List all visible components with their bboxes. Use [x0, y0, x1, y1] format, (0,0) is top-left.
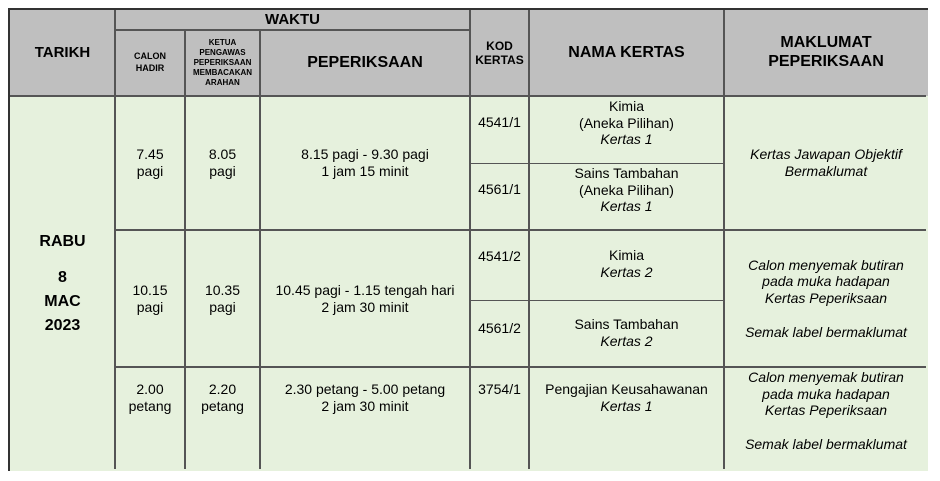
header-maklumat-line-1: MAKLUMAT — [780, 34, 872, 52]
paper-kertas: Kertas 1 — [600, 131, 653, 148]
grid-line — [470, 163, 724, 164]
maklumat-line: Kertas Peperiksaan — [764, 402, 888, 419]
grid-line — [469, 10, 471, 469]
calon-time: 2.00 — [136, 381, 164, 397]
session-3-maklumat — [724, 367, 928, 471]
ketua-time: 10.35 — [204, 281, 241, 298]
session-1-calon-hadir — [115, 96, 185, 230]
date-year: 2023 — [44, 316, 81, 334]
date-day: RABU — [39, 232, 86, 250]
maklumat-line: Calon menyemak butiran — [748, 369, 904, 385]
paper-4541-2-nama — [529, 230, 724, 300]
calon-period: pagi — [136, 163, 164, 179]
exam-time-range: 10.45 pagi - 1.15 tengah hari — [275, 281, 455, 298]
paper-4541-1-nama — [529, 96, 724, 163]
grid-line — [115, 229, 926, 231]
header-calon-line: CALON — [134, 51, 166, 62]
paper-kertas: Kertas 1 — [600, 198, 653, 215]
paper-4561-2-nama — [529, 300, 724, 367]
header-ketua-line-3: PEPERIKSAAN — [193, 58, 252, 67]
session-1-peperiksaan — [260, 96, 470, 230]
grid-line — [723, 10, 725, 469]
grid-line — [10, 95, 926, 97]
header-nama-kertas: NAMA KERTAS — [529, 10, 724, 96]
header-maklumat-line-2: PEPERIKSAAN — [768, 53, 884, 70]
maklumat-line: Kertas Peperiksaan — [764, 290, 888, 306]
header-ketua-line-5: ARAHAN — [205, 78, 240, 87]
header-hadir-line: HADIR — [135, 63, 165, 73]
header-ketua-line-1: KETUA — [208, 38, 237, 47]
grid-line — [470, 300, 724, 301]
date-cell — [10, 96, 115, 471]
paper-name-sub: (Aneka Pilihan) — [579, 181, 674, 198]
header-ketua-line-2: PENGAWAS — [199, 48, 246, 57]
header-kod-kertas — [470, 10, 529, 96]
session-2-calon-hadir — [115, 230, 185, 367]
exam-schedule-table — [8, 8, 928, 471]
paper-name: Kimia — [608, 98, 644, 114]
header-calon-hadir — [115, 30, 185, 96]
ketua-period: pagi — [209, 298, 236, 315]
maklumat-line: Kertas Jawapan Objektif — [750, 146, 902, 162]
maklumat-line: Semak label bermaklumat — [745, 323, 907, 340]
paper-4561-1-nama — [529, 163, 724, 230]
header-ketua-pengawas — [185, 30, 260, 96]
paper-3754-1-kod: 3754/1 — [470, 367, 529, 471]
paper-3754-1-nama — [529, 367, 724, 471]
grid-line — [115, 29, 470, 31]
session-1-ketua — [185, 96, 260, 230]
paper-4561-1-kod: 4561/1 — [470, 163, 529, 230]
maklumat-line: pada muka hadapan — [762, 273, 890, 290]
session-2-peperiksaan — [260, 230, 470, 367]
header-ketua-line-4: MEMBACAKAN — [192, 68, 253, 77]
exam-time-range: 2.30 petang - 5.00 petang — [284, 381, 446, 397]
paper-4541-1-kod: 4541/1 — [470, 96, 529, 163]
paper-kertas: Kertas 2 — [600, 332, 653, 349]
paper-kertas: Kertas 1 — [600, 397, 653, 414]
maklumat-line: Bermaklumat — [784, 162, 868, 179]
session-2-ketua — [185, 230, 260, 367]
session-3-peperiksaan — [260, 367, 470, 471]
paper-name-sub: (Aneka Pilihan) — [579, 114, 674, 131]
paper-name: Pengajian Keusahawanan — [545, 381, 708, 397]
calon-time: 7.45 — [136, 146, 164, 163]
grid-line — [115, 366, 926, 368]
paper-kertas: Kertas 2 — [600, 263, 653, 280]
grid-line — [114, 10, 116, 469]
maklumat-line: Semak label bermaklumat — [745, 435, 907, 452]
grid-line — [528, 10, 530, 469]
ketua-time: 2.20 — [208, 381, 237, 397]
paper-name: Sains Tambahan — [574, 165, 679, 181]
paper-4541-2-kod: 4541/2 — [470, 230, 529, 300]
paper-name: Sains Tambahan — [574, 316, 679, 332]
header-tarikh: TARIKH — [10, 10, 115, 96]
header-peperiksaan: PEPERIKSAAN — [260, 30, 470, 96]
exam-time-range: 8.15 pagi - 9.30 pagi — [301, 146, 429, 163]
maklumat-line: Calon menyemak butiran — [748, 256, 904, 273]
calon-period: petang — [128, 397, 172, 414]
ketua-time: 8.05 — [208, 146, 237, 163]
exam-duration: 1 jam 15 minit — [321, 163, 409, 179]
calon-period: pagi — [136, 298, 164, 315]
calon-time: 10.15 — [132, 281, 168, 298]
date-number: 8 — [58, 268, 67, 286]
header-waktu: WAKTU — [115, 10, 470, 30]
paper-name: Kimia — [608, 247, 644, 263]
maklumat-line: pada muka hadapan — [762, 385, 890, 402]
session-1-maklumat — [724, 96, 928, 230]
header-maklumat — [724, 10, 928, 96]
session-3-calon-hadir — [115, 367, 185, 471]
session-3-ketua — [185, 367, 260, 471]
paper-4561-2-kod: 4561/2 — [470, 300, 529, 367]
header-kertas-line: KERTAS — [475, 53, 524, 67]
date-month: MAC — [44, 292, 81, 310]
session-2-maklumat — [724, 230, 928, 367]
ketua-period: petang — [201, 397, 244, 414]
header-kod-line: KOD — [486, 38, 513, 53]
exam-duration: 2 jam 30 minit — [321, 298, 409, 315]
exam-duration: 2 jam 30 minit — [321, 397, 409, 414]
ketua-period: pagi — [209, 163, 236, 179]
